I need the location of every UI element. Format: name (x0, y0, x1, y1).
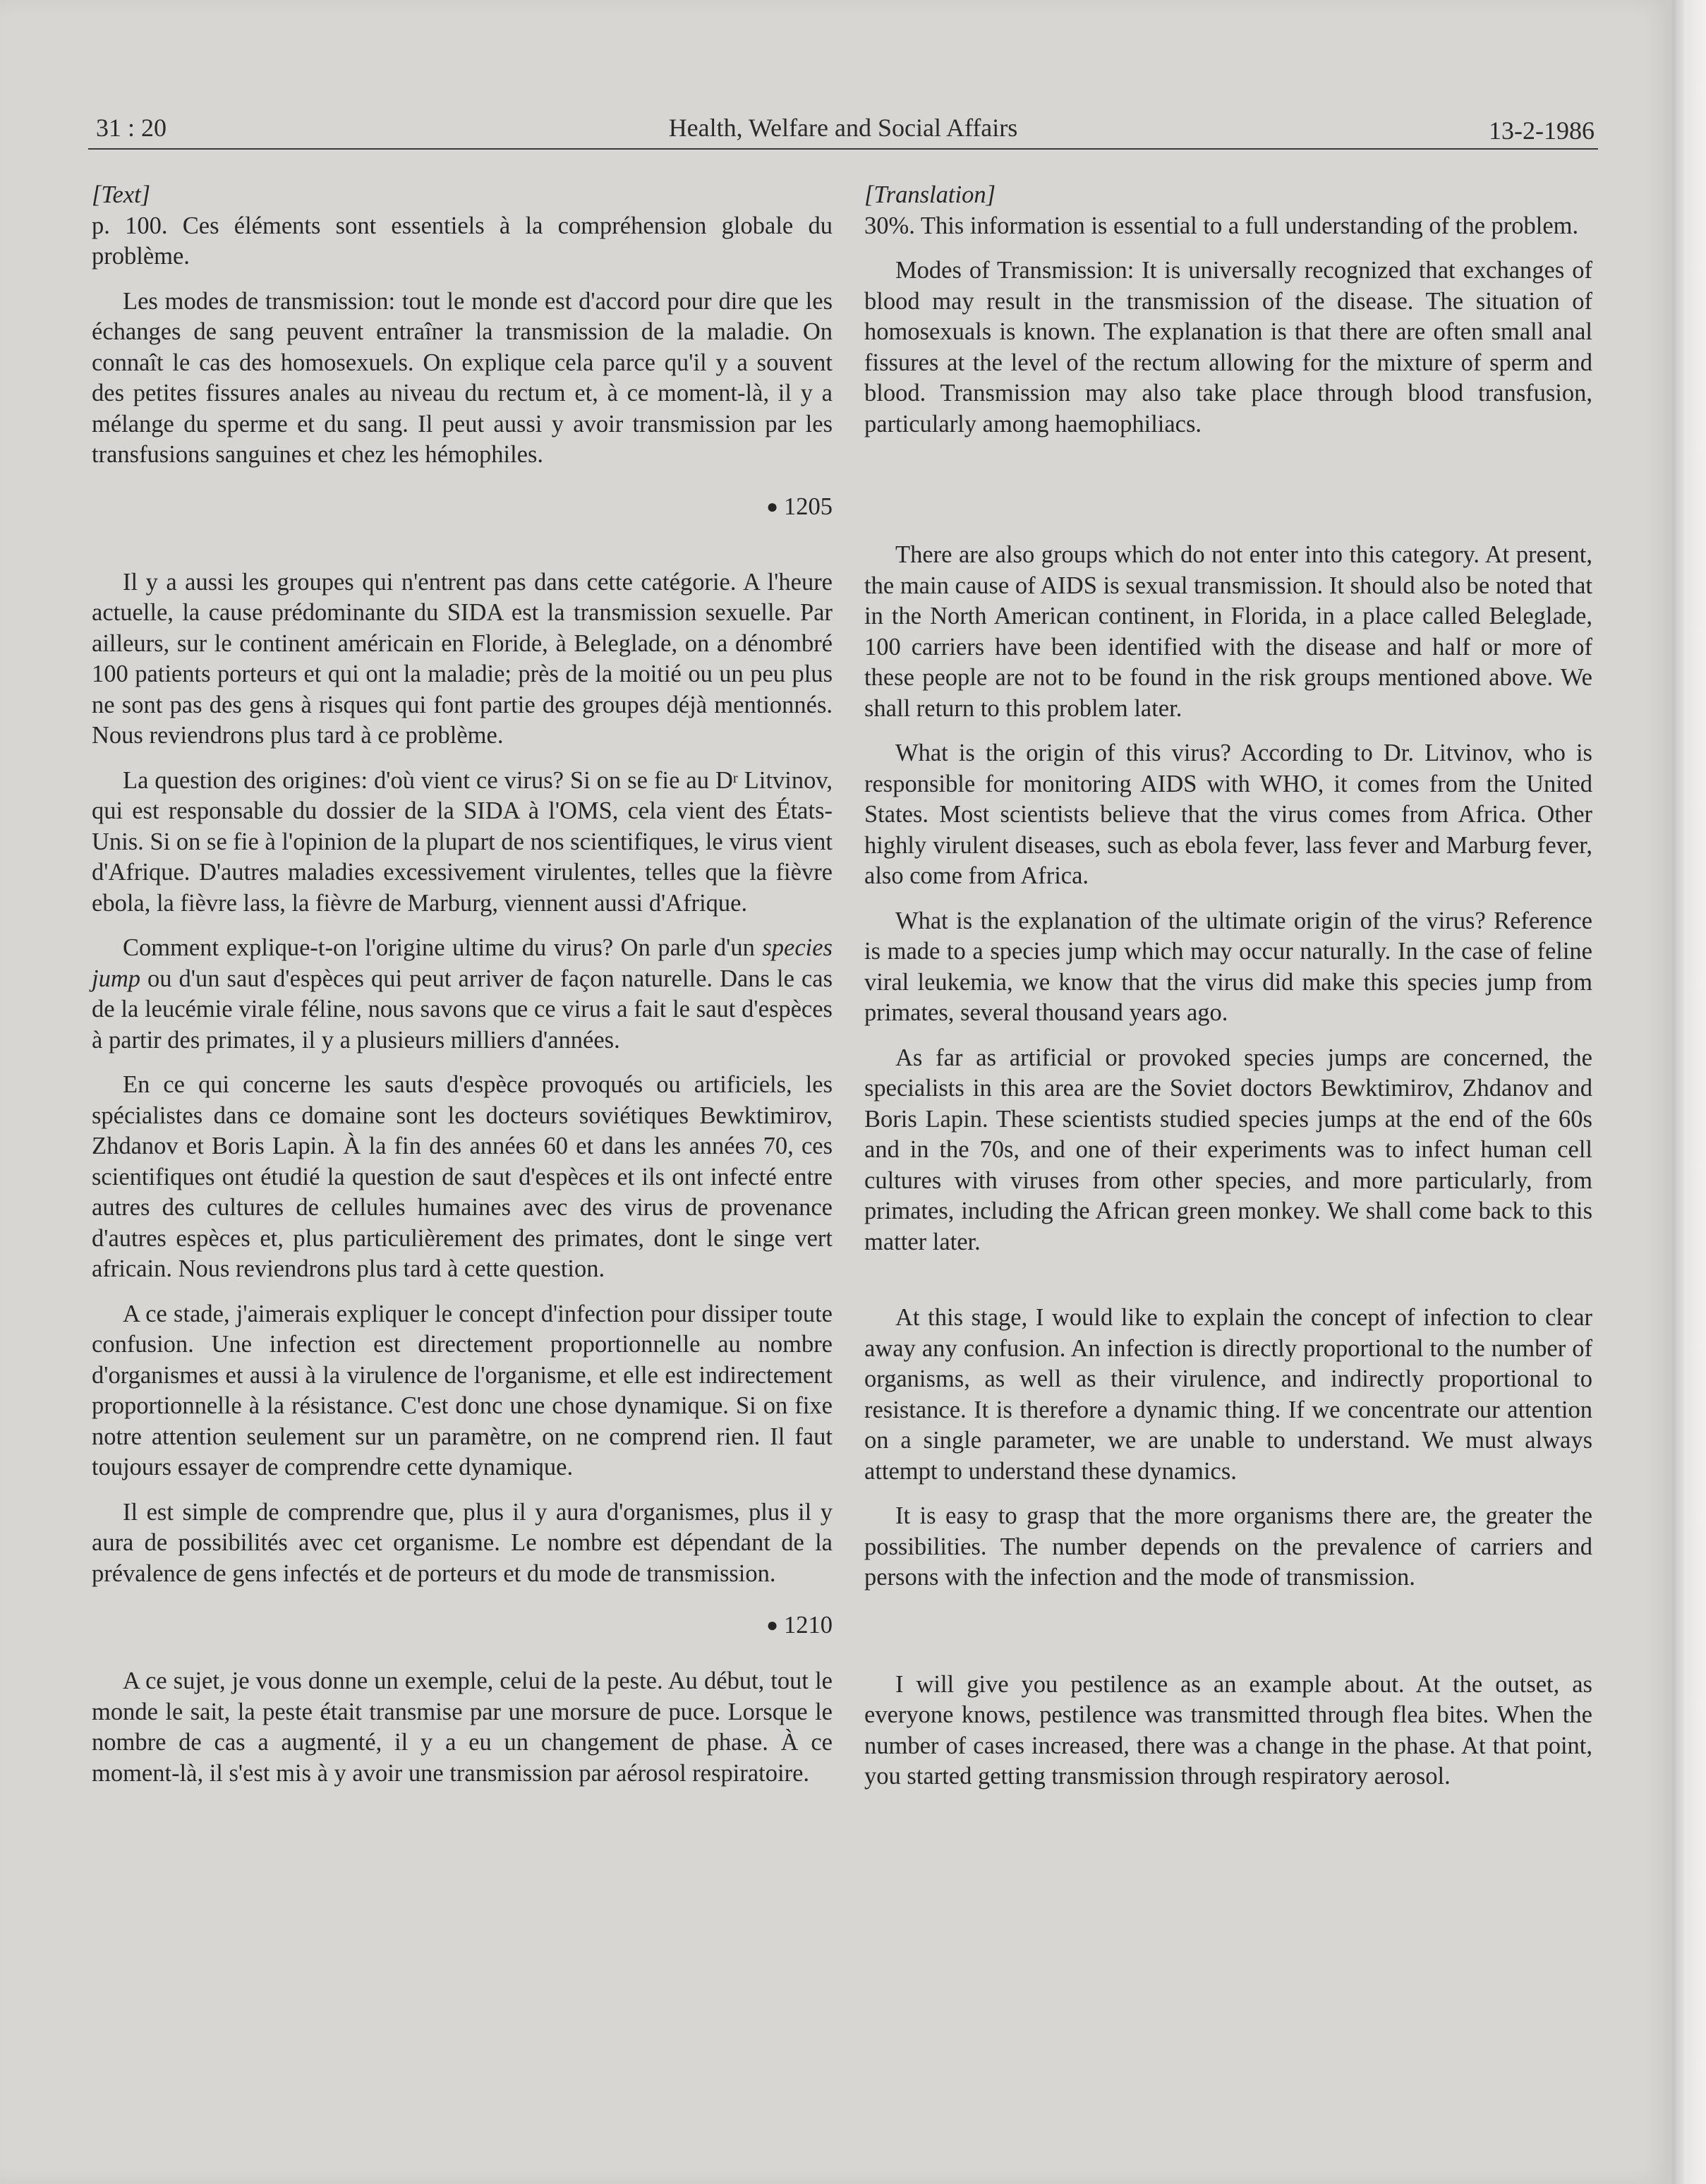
french-paragraph-4: La question des origines: d'où vient ce virus? Si on se fie au $D^r$ Litvinov, qui est responsable du dossier de la SIDA à l'OMS, cela vient des États-Unis. Si on se fie à l'opinion de la plupart de nos scientifiques, le virus vient d'Afrique. D'autres maladies excessivement virulentes, telles que la fièvre ebola, la fièvre lass, la fièvre de Marburg, viennent aussi d'Afrique. (92, 766, 833, 917)
marker-number: 1210 (784, 1612, 833, 1639)
english-paragraph-7: At this stage, I would like to explain the concept of infection to clear away any confusion. An infection is directly proportional to the number of organisms, as well as their virulence, and indirectly proportional to resistance. It is therefore a dynamic thing. If we concentrate our attention on a single parameter, we are unable to understand. We must always attempt to understand these dynamics. (864, 1304, 1592, 1485)
line-marker-1205 (92, 492, 833, 522)
french-paragraph-6: En ce qui concerne les sauts d'espèce provoqués ou artificiels, les spécialistes dans ce domaine sont les docteurs soviétiques Bewktimirov, Zhdanov et Boris Lapin. À la fin des années 60 et dans les années 70, ces scientifiques ont étudié la question de saut d'espèces et ils ont infecté entre autres des cultures de cellules humaines avec des virus de provenance d'autres espèces et, plus particulièrement des primates, dont le singe vert africain. Nous reviendrons plus tard à cette question. (92, 1071, 833, 1282)
french-paragraph-9: A ce sujet, je vous donne un exemple, celui de la peste. Au début, tout le monde le sait, la peste était transmise par une morsure de puce. Lorsque le nombre de cas a augmenté, il y a eu un changement de phase. À ce moment-là, il s'est mis à y avoir une transmission par aérosol respiratoire. (92, 1667, 833, 1787)
french-label: [Text] (92, 181, 151, 208)
french-paragraph-5: Comment explique-t-on l'origine ultime du virus? On parle d'un species jump ou d'un saut d'espèces qui peut arriver de façon naturelle. Dans le cas de la leucémie virale féline, nous savons que ce virus a fait le saut d'espèces à partir des primates, il y a plusieurs milliers d'années. (92, 934, 833, 1054)
page-header (92, 113, 1595, 148)
english-paragraph-6: As far as artificial or provoked species jumps are concerned, the specialists in this area are the Soviet doctors Bewktimirov, Zhdanov and Boris Lapin. These scientists studied species jumps at the end of the 60s and in the 70s, and one of their experiments was to infect human cell cultures with viruses from other species, and more particularly, from primates, including the African green monkey. We shall come back to this matter later. (864, 1044, 1592, 1255)
french-paragraph-3: Il y a aussi les groupes qui n'entrent pas dans cette catégorie. A l'heure actuelle, la cause prédominante du SIDA est la transmission sexuelle. Par ailleurs, sur le continent américain en Floride, à Beleglade, on a dénombré 100 patients porteurs et qui ont la maladie; près de la moitié ou un peu plus ne sont pas des gens à risques qui font partie des groupes déjà mentionnés. Nous reviendrons plus tard à ce problème. (92, 568, 833, 749)
english-paragraph-5: What is the explanation of the ultimate origin of the virus? Reference is made to a species jump which may occur naturally. In the case of feline viral leukemia, we know that the virus did make this species jump from primates, several thousand years ago. (864, 907, 1592, 1026)
line-marker-1210 (92, 1610, 833, 1641)
english-column (864, 180, 1592, 1792)
header-rule (88, 148, 1598, 150)
english-label: [Translation] (864, 181, 996, 208)
bullet-icon: ● (766, 495, 778, 518)
english-paragraph-3: There are also groups which do not enter into this category. At present, the main cause of AIDS is sexual transmission. It should also be noted that in the North American continent, in Florida, in a place called Beleglade, 100 carriers have been identified with the disease and half or more of these people are not to be found in the risk groups mentioned above. We shall return to this problem later. (864, 541, 1592, 722)
english-paragraph-9: I will give you pestilence as an example about. At the outset, as everyone knows, pestilence was transmitted through flea bites. When the number of cases increased, there was a change in the phase. At that point, you started getting transmission through respiratory aerosol. (864, 1670, 1592, 1790)
header-title: Health, Welfare and Social Affairs (668, 114, 1018, 142)
english-paragraph-4: What is the origin of this virus? According to Dr. Litvinov, who is responsible for monitoring AIDS with WHO, it comes from the United States. Most scientists believe that the virus comes from Africa. Other highly virulent diseases, such as ebola fever, lass fever and Marburg fever, also come from Africa. (864, 740, 1592, 889)
english-paragraph-2: Modes of Transmission: It is universally recognized that exchanges of blood may result in the transmission of the disease. The situation of homosexuals is known. The explanation is that there are often small anal fissures at the level of the rectum allowing for the mixture of sperm and blood. Transmission may also take place through blood transfusion, particularly among haemophiliacs. (864, 257, 1592, 438)
french-paragraph-1: p. 100. Ces éléments sont essentiels à la compréhension globale du problème. (92, 212, 833, 270)
english-paragraph-1: 30%. This information is essential to a full understanding of the problem. (864, 212, 1579, 239)
marker-number: 1205 (784, 493, 833, 520)
bullet-icon: ● (766, 1615, 778, 1636)
page-edge (1672, 0, 1706, 2184)
header-date: 13-2-1986 (1489, 116, 1595, 145)
french-paragraph-8: Il est simple de comprendre que, plus il y aura d'organismes, plus il y aura de possibilités avec cet organisme. Le nombre est dépendant de la prévalence de gens infectés et de porteurs et du mode de transmission. (92, 1498, 833, 1587)
french-paragraph-7: A ce stade, j'aimerais expliquer le concept d'infection pour dissiper toute confusion. Une infection est directement proportionnelle au nombre d'organismes et aussi à la virulence de l'organisme, et elle est indirectement proportionnelle à la résistance. C'est donc une chose dynamique. Si on fixe notre attention seulement sur un paramètre, on ne comprend rien. Il faut toujours essayer de comprendre cette dynamique. (92, 1300, 833, 1480)
english-paragraph-8: It is easy to grasp that the more organisms there are, the greater the possibilities. The number depends on the prevalence of carriers and persons with the infection and the mode of transmission. (864, 1502, 1592, 1591)
page-number: 31 : 20 (96, 114, 167, 142)
french-column (92, 180, 833, 1789)
french-paragraph-2: Les modes de transmission: tout le monde est d'accord pour dire que les échanges de sang peuvent entraîner la transmission de la maladie. On connaît le cas des homosexuels. On explique cela parce qu'il y a souvent des petites fissures anales au niveau du rectum et, à ce moment-là, il y a mélange du sperme et du sang. Il peut aussi y avoir transmission par les transfusions sanguines et chez les hémophiles. (92, 287, 833, 468)
